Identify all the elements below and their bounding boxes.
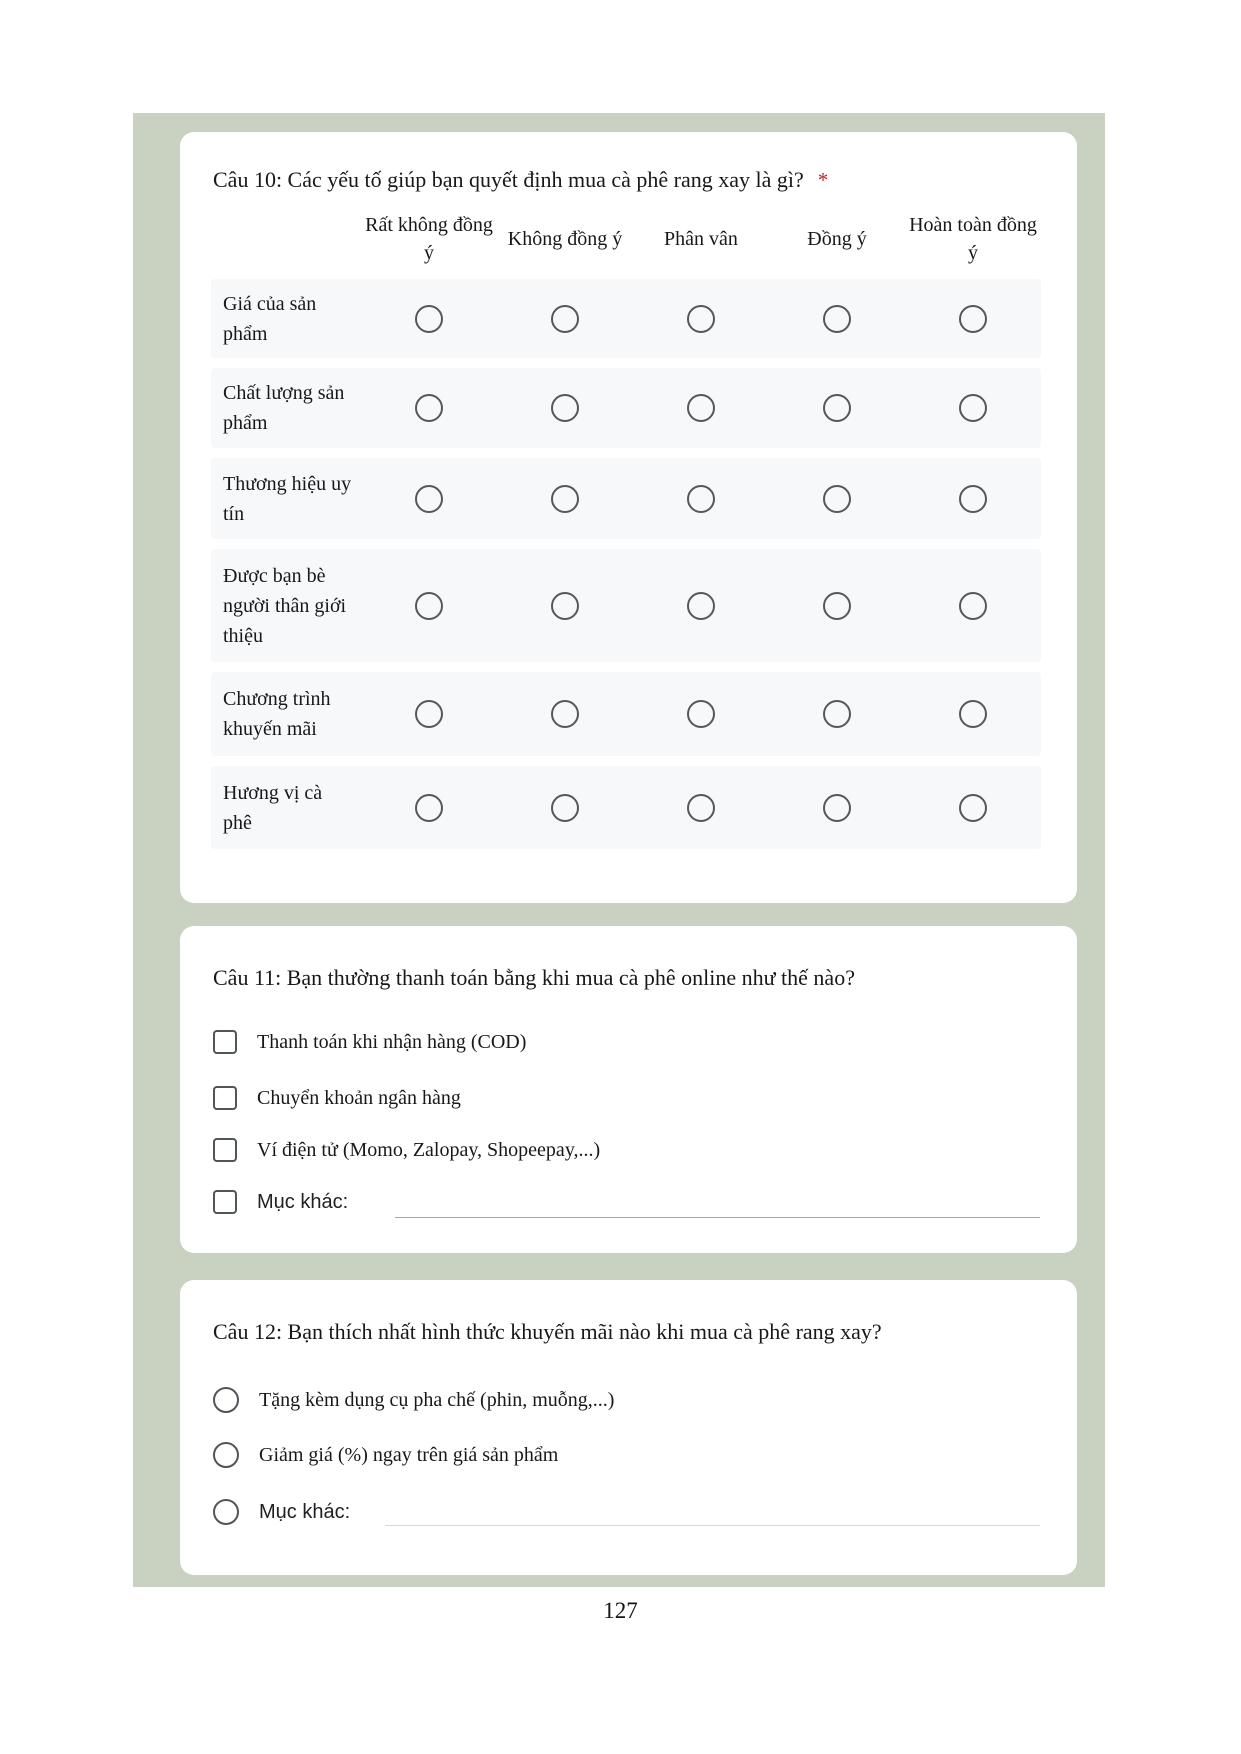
- option-label[interactable]: Giảm giá (%) ngay trên giá sản phẩm: [259, 1443, 559, 1466]
- option-label[interactable]: Thanh toán khi nhận hàng (COD): [257, 1030, 527, 1053]
- grid-radio[interactable]: [687, 394, 715, 422]
- q12-title: Câu 12: Bạn thích nhất hình thức khuyến mãi nào khi mua cà phê rang xay?: [213, 1319, 882, 1344]
- grid-radio[interactable]: [551, 794, 579, 822]
- grid-col-header: Đồng ý: [807, 228, 867, 250]
- grid-col-header: Phân vân: [664, 228, 738, 250]
- grid-radio[interactable]: [959, 394, 987, 422]
- checkbox-icon[interactable]: [213, 1030, 237, 1054]
- grid-radio[interactable]: [959, 305, 987, 333]
- other-option-label[interactable]: Mục khác:: [259, 1500, 351, 1523]
- q11-option-other[interactable]: [213, 1187, 348, 1217]
- option-label[interactable]: Tặng kèm dụng cụ pha chế (phin, muỗng,...): [259, 1388, 615, 1411]
- option-label[interactable]: Chuyển khoản ngân hàng: [257, 1086, 461, 1109]
- grid-radio[interactable]: [823, 794, 851, 822]
- grid-row: [211, 458, 1041, 539]
- grid-radio[interactable]: [551, 305, 579, 333]
- grid-radio[interactable]: [551, 592, 579, 620]
- radio-icon[interactable]: [213, 1442, 239, 1468]
- other-option-label[interactable]: Mục khác:: [257, 1190, 349, 1213]
- grid-radio[interactable]: [415, 592, 443, 620]
- grid-radio[interactable]: [959, 794, 987, 822]
- q11-title: Câu 11: Bạn thường thanh toán bằng khi mua cà phê online như thế nào?: [213, 965, 855, 990]
- grid-radio[interactable]: [959, 592, 987, 620]
- grid-radio[interactable]: [823, 394, 851, 422]
- q11-option-cod[interactable]: [213, 1027, 526, 1057]
- question-card-q12: [180, 1280, 1077, 1575]
- grid-radio[interactable]: [687, 305, 715, 333]
- grid-radio[interactable]: [823, 305, 851, 333]
- grid-row-label: Chương trình khuyến mãi: [223, 688, 331, 740]
- q10-radio-grid: [211, 199, 1041, 849]
- grid-radio[interactable]: [551, 394, 579, 422]
- grid-col-header: Không đồng ý: [507, 228, 623, 250]
- q11-other-input[interactable]: [395, 1196, 1040, 1218]
- grid-radio[interactable]: [687, 592, 715, 620]
- grid-radio[interactable]: [687, 700, 715, 728]
- radio-icon[interactable]: [213, 1387, 239, 1413]
- option-label[interactable]: Ví điện tử (Momo, Zalopay, Shopeepay,...): [257, 1138, 601, 1161]
- grid-radio[interactable]: [415, 305, 443, 333]
- grid-radio[interactable]: [415, 794, 443, 822]
- grid-row: [211, 672, 1041, 756]
- grid-row: [211, 279, 1041, 358]
- grid-radio[interactable]: [551, 485, 579, 513]
- grid-row-label: Hương vị cà phê: [223, 781, 323, 834]
- grid-col-header: Hoàn toàn đồng ý: [909, 214, 1037, 264]
- grid-radio[interactable]: [687, 794, 715, 822]
- grid-header-spacer: [211, 199, 361, 279]
- radio-icon[interactable]: [213, 1499, 239, 1525]
- grid-radio[interactable]: [551, 700, 579, 728]
- q12-option-discount[interactable]: [213, 1440, 558, 1470]
- q12-option-gift-tools[interactable]: [213, 1385, 614, 1415]
- q12-other-input[interactable]: [385, 1504, 1040, 1526]
- grid-radio[interactable]: [823, 592, 851, 620]
- grid-row: [211, 766, 1041, 849]
- checkbox-icon[interactable]: [213, 1190, 237, 1214]
- checkbox-icon[interactable]: [213, 1138, 237, 1162]
- checkbox-icon[interactable]: [213, 1086, 237, 1110]
- grid-radio[interactable]: [415, 485, 443, 513]
- grid-row: [211, 368, 1041, 448]
- q11-option-ewallet[interactable]: [213, 1135, 600, 1165]
- grid-header-row: [211, 199, 1041, 279]
- q10-title: [213, 164, 828, 196]
- q10-title-text: Câu 10: Các yếu tố giúp bạn quyết định mua cà phê rang xay là gì?: [213, 167, 804, 192]
- grid-row-label: Thương hiệu uy tín: [223, 472, 352, 525]
- q12-option-other[interactable]: [213, 1497, 350, 1527]
- question-card-q11: [180, 926, 1077, 1253]
- grid-radio[interactable]: [959, 485, 987, 513]
- grid-col-header: Rất không đồng ý: [365, 214, 493, 264]
- grid-radio[interactable]: [823, 485, 851, 513]
- grid-row-label: Chất lượng sản phẩm: [223, 382, 345, 434]
- grid-row: [211, 549, 1041, 662]
- grid-radio[interactable]: [959, 700, 987, 728]
- grid-radio[interactable]: [415, 394, 443, 422]
- grid-radio[interactable]: [687, 485, 715, 513]
- required-asterisk: *: [817, 168, 829, 192]
- grid-radio[interactable]: [823, 700, 851, 728]
- grid-radio[interactable]: [415, 700, 443, 728]
- grid-row-label: Giá của sản phẩm: [223, 292, 317, 345]
- question-card-q10: [180, 132, 1077, 903]
- page-number: 127: [603, 1598, 638, 1623]
- grid-row-label: Được bạn bè người thân giới thiệu: [223, 564, 347, 647]
- q11-option-bank-transfer[interactable]: [213, 1083, 461, 1113]
